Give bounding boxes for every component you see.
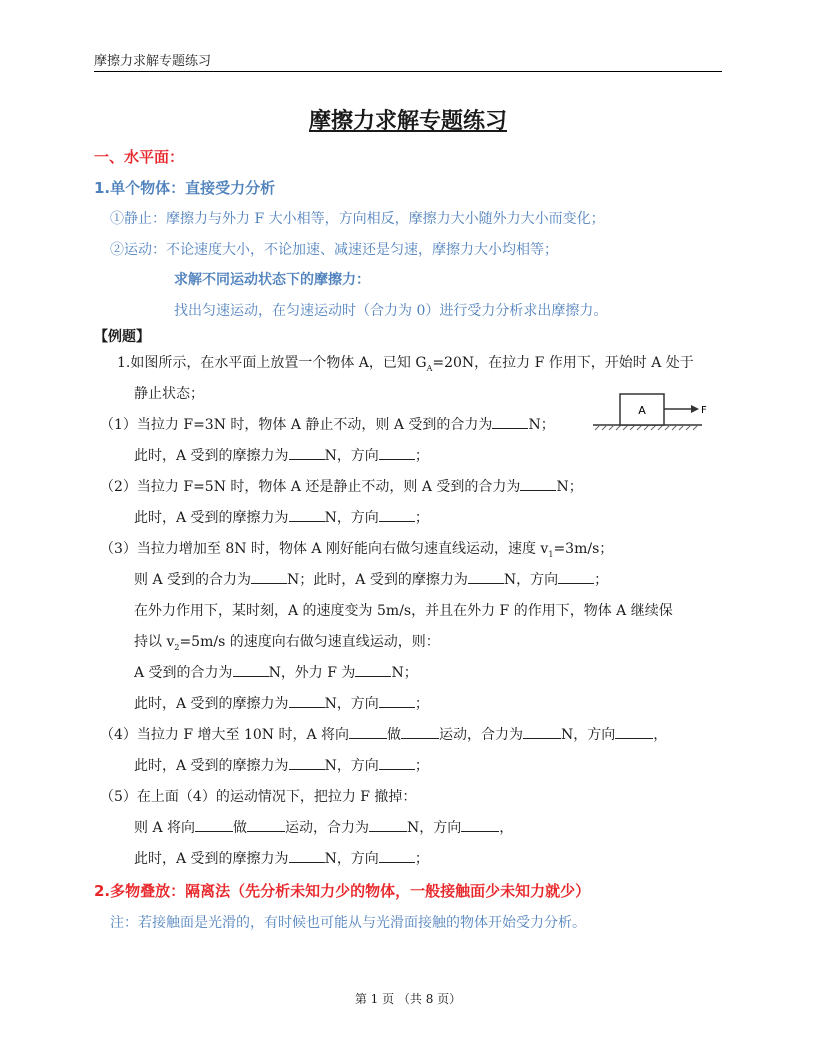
n-direction-text: N，方向 — [324, 851, 379, 867]
do-text: 做 — [233, 820, 248, 836]
answer-blank[interactable] — [461, 817, 499, 832]
answer-blank[interactable] — [379, 755, 415, 770]
method-text: 找出匀速运动，在匀速运动时（合力为 0）进行受力分析求出摩擦力。 — [174, 303, 608, 319]
n-direction-text: N，方向 — [324, 510, 379, 526]
answer-blank[interactable] — [251, 569, 287, 584]
answer-blank[interactable] — [523, 724, 561, 739]
problem-intro — [117, 352, 694, 373]
comma: ， — [499, 820, 514, 836]
q3-subscript: 1 — [548, 549, 554, 559]
question-3-scenario: 在外力作用下，某时刻，A 的速度变为 5m/s，并且在外力 F 的作用下，物体 A 继续保 — [134, 603, 673, 619]
force-label: F — [701, 405, 707, 416]
question-4-friction — [134, 755, 429, 775]
q5-text: 则 A 将向 — [134, 820, 196, 836]
do-text: 做 — [387, 727, 402, 743]
answer-blank[interactable] — [233, 662, 269, 677]
page-footer: 第 1 页 （共 8 页） — [354, 992, 462, 1006]
answer-blank[interactable] — [401, 724, 439, 739]
n-direction-text: N，方向 — [407, 820, 462, 836]
friction-text: 此时，A 受到的摩擦力为 — [134, 448, 289, 464]
section-heading-horizontal: 一、水平面： — [94, 148, 185, 166]
motion-text: 运动，合力为 — [439, 727, 524, 743]
semicolon: ； — [414, 696, 429, 712]
net-force-text: 则 A 受到的合力为 — [134, 572, 252, 588]
semicolon: ； — [414, 851, 429, 867]
motion-text: 运动，合力为 — [285, 820, 370, 836]
comma: ， — [653, 727, 668, 743]
question-1-friction — [134, 445, 429, 465]
friction-text: 此时，A 受到的摩擦力为 — [134, 510, 289, 526]
semicolon: ； — [414, 758, 429, 774]
answer-blank[interactable] — [289, 445, 325, 460]
intro-subscript: A — [426, 363, 433, 373]
example-label: 【例题】 — [94, 329, 150, 345]
answer-blank[interactable] — [349, 724, 387, 739]
answer-blank[interactable] — [369, 817, 407, 832]
subsection-single-object: 1.单个物体：直接受力分析 — [94, 179, 276, 197]
net-force-text: A 受到的合力为 — [134, 665, 233, 681]
question-5-friction — [134, 848, 429, 868]
q1-text: （1）当拉力 F=3N 时，物体 A 静止不动，则 A 受到的合力为 — [100, 417, 493, 433]
question-3-scenario-2 — [134, 631, 440, 652]
friction-text: 此时，A 受到的摩擦力为 — [134, 696, 289, 712]
method-title: 求解不同运动状态下的摩擦力： — [174, 272, 370, 288]
q2-text: （2）当拉力 F=5N 时，物体 A 还是静止不动，则 A 受到的合力为 — [100, 479, 521, 495]
q1-unit: N； — [528, 417, 555, 433]
question-4 — [100, 724, 667, 744]
answer-blank[interactable] — [558, 569, 594, 584]
question-1 — [100, 414, 555, 434]
subsection-stacked-objects: 2.多物叠放：隔离法（先分析未知力少的物体，一般接触面少未知力就少） — [94, 882, 591, 900]
external-force-text: N，外力 F 为 — [268, 665, 356, 681]
semicolon: ； — [414, 448, 429, 464]
rule-moving: ②运动：不论速度大小，不论加速、减速还是匀速，摩擦力大小均相等； — [110, 242, 558, 258]
scenario-text-b: =5m/s 的速度向右做匀速直线运动，则： — [179, 634, 440, 650]
question-2 — [100, 476, 583, 496]
n-direction-text: N，方向 — [561, 727, 616, 743]
question-3-net — [134, 662, 418, 682]
answer-blank[interactable] — [195, 817, 233, 832]
answer-blank[interactable] — [379, 848, 415, 863]
question-5: （5）在上面（4）的运动情况下，把拉力 F 撤掉： — [100, 789, 417, 805]
answer-blank[interactable] — [289, 507, 325, 522]
answer-blank[interactable] — [468, 569, 504, 584]
answer-blank[interactable] — [492, 414, 528, 429]
question-2-friction — [134, 507, 429, 527]
friction-text: N；此时，A 受到的摩擦力为 — [287, 572, 468, 588]
answer-blank[interactable] — [289, 848, 325, 863]
block-force-figure — [590, 388, 720, 434]
intro-text-a: 1.如图所示，在水平面上放置一个物体 A，已知 G — [117, 355, 427, 371]
stacked-note: 注：若接触面是光滑的，有时候也可能从与光滑面接触的物体开始受力分析。 — [110, 915, 586, 931]
semicolon: ； — [594, 572, 609, 588]
force-arrow-head — [691, 405, 699, 413]
answer-blank[interactable] — [379, 693, 415, 708]
q2-unit: N； — [556, 479, 583, 495]
answer-blank[interactable] — [289, 755, 325, 770]
scenario-text-a: 持以 v — [134, 634, 175, 650]
block-label: A — [638, 404, 646, 417]
q4-text: （4）当拉力 F 增大至 10N 时，A 将向 — [100, 727, 350, 743]
answer-blank[interactable] — [289, 693, 325, 708]
page-title: 摩擦力求解专题练习 — [308, 109, 507, 134]
answer-blank[interactable] — [615, 724, 653, 739]
question-3 — [100, 538, 613, 559]
question-3-friction — [134, 693, 429, 713]
header-rule — [94, 71, 722, 72]
answer-blank[interactable] — [379, 445, 415, 460]
question-3-forces — [134, 569, 608, 589]
intro-text-b: =20N，在拉力 F 作用下，开始时 A 处于 — [432, 355, 694, 371]
rule-static: ①静止：摩擦力与外力 F 大小相等，方向相反，摩擦力大小随外力大小而变化； — [110, 211, 605, 227]
answer-blank[interactable] — [355, 662, 391, 677]
friction-text: 此时，A 受到的摩擦力为 — [134, 851, 289, 867]
running-header: 摩擦力求解专题练习 — [94, 54, 212, 69]
question-5-motion — [134, 817, 513, 837]
n-direction-text: N，方向 — [324, 448, 379, 464]
unit-semicolon: N； — [391, 665, 418, 681]
q3-speed: =3m/s； — [553, 541, 614, 557]
answer-blank[interactable] — [379, 507, 415, 522]
q3-text: （3）当拉力增加至 8N 时，物体 A 刚好能向右做匀速直线运动，速度 v — [100, 541, 549, 557]
answer-blank[interactable] — [247, 817, 285, 832]
n-direction-text: N，方向 — [324, 696, 379, 712]
problem-intro-line2: 静止状态； — [134, 386, 204, 402]
n-direction-text: N，方向 — [503, 572, 559, 588]
semicolon: ； — [414, 510, 429, 526]
answer-blank[interactable] — [520, 476, 556, 491]
friction-text: 此时，A 受到的摩擦力为 — [134, 758, 289, 774]
scenario-subscript: 2 — [174, 642, 180, 652]
n-direction-text: N，方向 — [324, 758, 379, 774]
